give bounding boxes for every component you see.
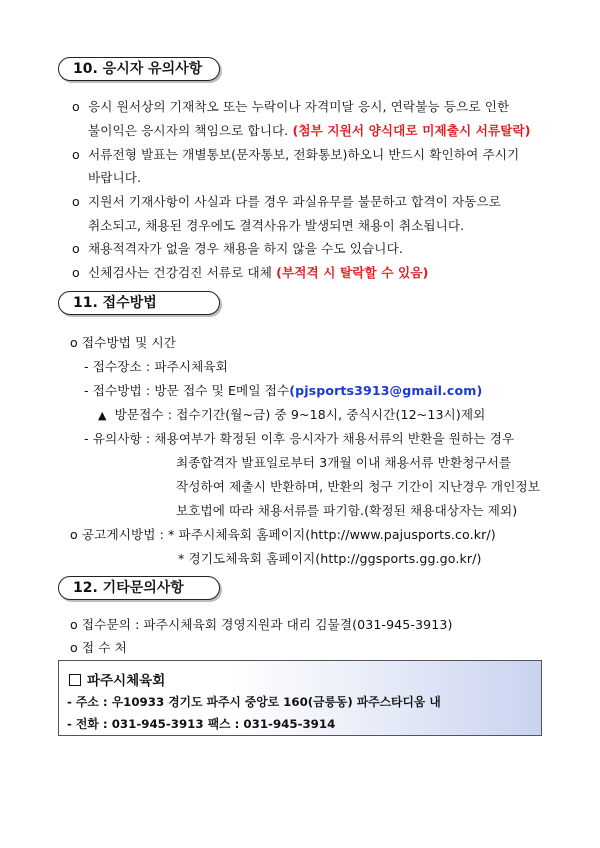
notice-line-8: o 신체검사는 건강검진 서류로 대체 (부적격 시 탈락할 수 있음): [72, 265, 429, 280]
notice-method-2: * 경기도체육회 홈페이지(http://ggsports.gg.go.kr/): [178, 551, 482, 566]
caution-line-4: 보호법에 따라 채용서류를 파기함.(확정된 채용대상자는 제외): [176, 503, 518, 518]
caution-line-3: 작성하여 제출시 반환하며, 반환의 청구 기간이 지난경우 개인정보: [176, 479, 540, 494]
notice-method-1: o 공고게시방법 : * 파주시체육회 홈페이지(http://www.pajusports.co.kr/): [70, 527, 496, 542]
checkbox-icon: [69, 674, 81, 686]
notice-line-2: 불이익은 응시자의 책임으로 합니다. (첨부 지원서 양식대로 미제출시 서류탈락): [88, 123, 531, 138]
notice-line-6: 취소되고, 채용된 경우에도 결격사유가 발생되면 채용이 취소됩니다.: [88, 218, 465, 233]
notice-line-3: o 서류전형 발표는 개별통보(문자통보, 전화통보)하오니 반드시 확인하여 주시기: [72, 147, 520, 162]
reception-line: o 접 수 처: [70, 640, 127, 655]
apply-location: - 접수장소 : 파주시체육회: [84, 359, 228, 374]
section-heading-11: 11. 접수방법: [58, 291, 220, 315]
section-heading-12: 12. 기타문의사항: [58, 576, 220, 600]
highlight-text: (첨부 지원서 양식대로 미제출시 서류탈락): [292, 123, 531, 138]
contact-title: 파주시체육회: [69, 669, 165, 689]
section-heading-10: 10. 응시자 유의사항: [58, 57, 220, 81]
email-address: (pjsports3913@gmail.com): [289, 383, 483, 398]
notice-line-7: o 채용적격자가 없을 경우 채용을 하지 않을 수도 있습니다.: [72, 241, 403, 256]
notice-line-1: o 응시 원서상의 기재착오 또는 누락이나 자격미달 응시, 연락불능 등으로 인한: [72, 99, 510, 114]
caution-line-2: 최종합격자 발표일로부터 3개월 이내 채용서류 반환청구서를: [176, 455, 512, 470]
inquiry-line: o 접수문의 : 파주시체육회 경영지원과 대리 김물결(031-945-3913): [70, 617, 453, 632]
highlight-text: (부적격 시 탈락할 수 있음): [276, 265, 429, 280]
triangle-bullet-icon: ▲: [98, 409, 107, 422]
contact-box: [58, 660, 542, 736]
notice-line-4: 바랍니다.: [88, 170, 142, 185]
contact-phone: - 전화 : 031-945-3913 팩스 : 031-945-3914: [67, 717, 336, 731]
apply-method: - 접수방법 : 방문 접수 및 E메일 접수(pjsports3913@gmail.com): [84, 383, 483, 398]
notice-line-5: o 지원서 기재사항이 사실과 다를 경우 과실유무를 불문하고 합격이 자동으로: [72, 194, 502, 209]
caution-line-1: - 유의사항 : 채용여부가 확정된 이후 응시자가 채용서류의 반환을 원하는 경우: [84, 431, 515, 446]
visit-apply-hours: ▲ 방문접수 : 접수기간(월~금) 중 9~18시, 중식시간(12~13시)제외: [98, 407, 486, 422]
apply-method-title: o 접수방법 및 시간: [70, 335, 176, 350]
contact-address: - 주소 : 우10933 경기도 파주시 중앙로 160(금릉동) 파주스타디움 내: [67, 695, 441, 709]
